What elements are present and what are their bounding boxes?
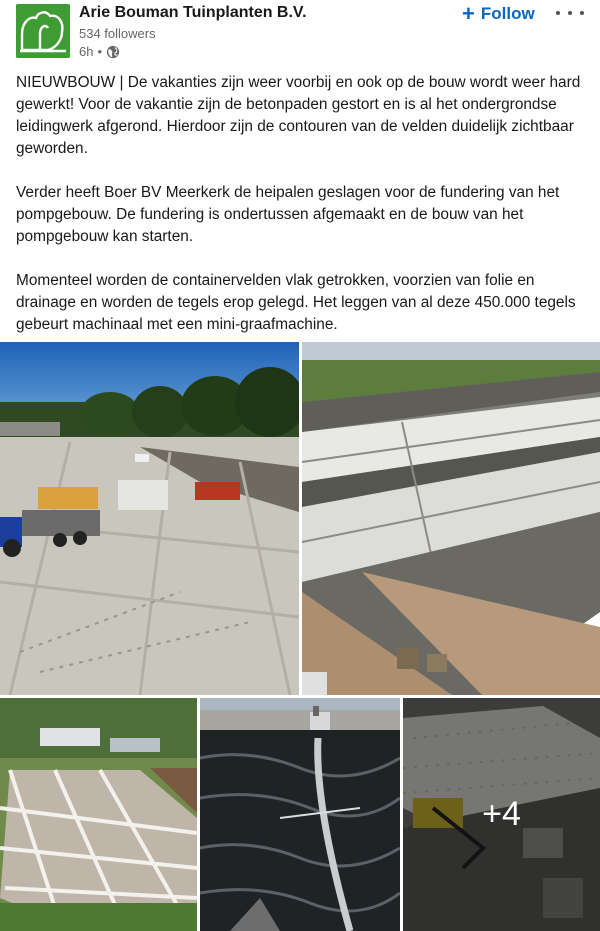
globe-icon [106, 45, 120, 59]
post-text [16, 72, 586, 336]
post-image-5[interactable] [403, 698, 600, 931]
post-image-2[interactable] [302, 342, 600, 695]
more-images-overlay[interactable]: +4 [403, 698, 600, 931]
follow-button[interactable] [462, 2, 535, 26]
construction-photo-1 [0, 342, 299, 695]
post-header [0, 0, 600, 66]
company-logo[interactable] [16, 4, 70, 58]
construction-photo-3 [0, 698, 197, 931]
more-options-button[interactable] [556, 4, 584, 22]
company-name[interactable]: Arie Bouman Tuinplanten B.V. [79, 4, 307, 21]
post-image-4[interactable] [200, 698, 400, 931]
post-paragraph: NIEUWBOUW | De vakanties zijn weer voorbij en ook op de bouw wordt weer hard gewerkt! Voor de vakantie zijn de betonpaden gestort en is al het ondergrondse leidingwerk afgerond. Hierdoor zijn de contouren van de velden duidelijk zichtbaar geworden. [16, 74, 581, 157]
tree-logo-icon [16, 4, 70, 58]
follower-count: 534 followers [79, 26, 156, 41]
construction-photo-2 [302, 342, 600, 695]
post-paragraph: Momenteel worden de containervelden vlak getrokken, voorzien van folie en drainage en worden de tegels erop gelegd. Het leggen van al deze 450.000 tegels gebeurt machinaal met een mini-graafmachine. [16, 272, 576, 333]
plus-icon: + [462, 1, 475, 26]
post-image-1[interactable] [0, 342, 299, 695]
meta-separator: • [97, 44, 103, 59]
post-paragraph: Verder heeft Boer BV Meerkerk de heipalen geslagen voor de fundering van het pompgebouw. De fundering is ondertussen afgemaakt en de bouw van het pompgebouw kan starten. [16, 184, 560, 245]
post-time: 6h [79, 44, 94, 59]
ellipsis-icon [556, 11, 560, 15]
post-image-3[interactable] [0, 698, 197, 931]
post-meta [79, 44, 120, 59]
follow-label: Follow [480, 4, 535, 23]
construction-photo-4 [200, 698, 400, 931]
